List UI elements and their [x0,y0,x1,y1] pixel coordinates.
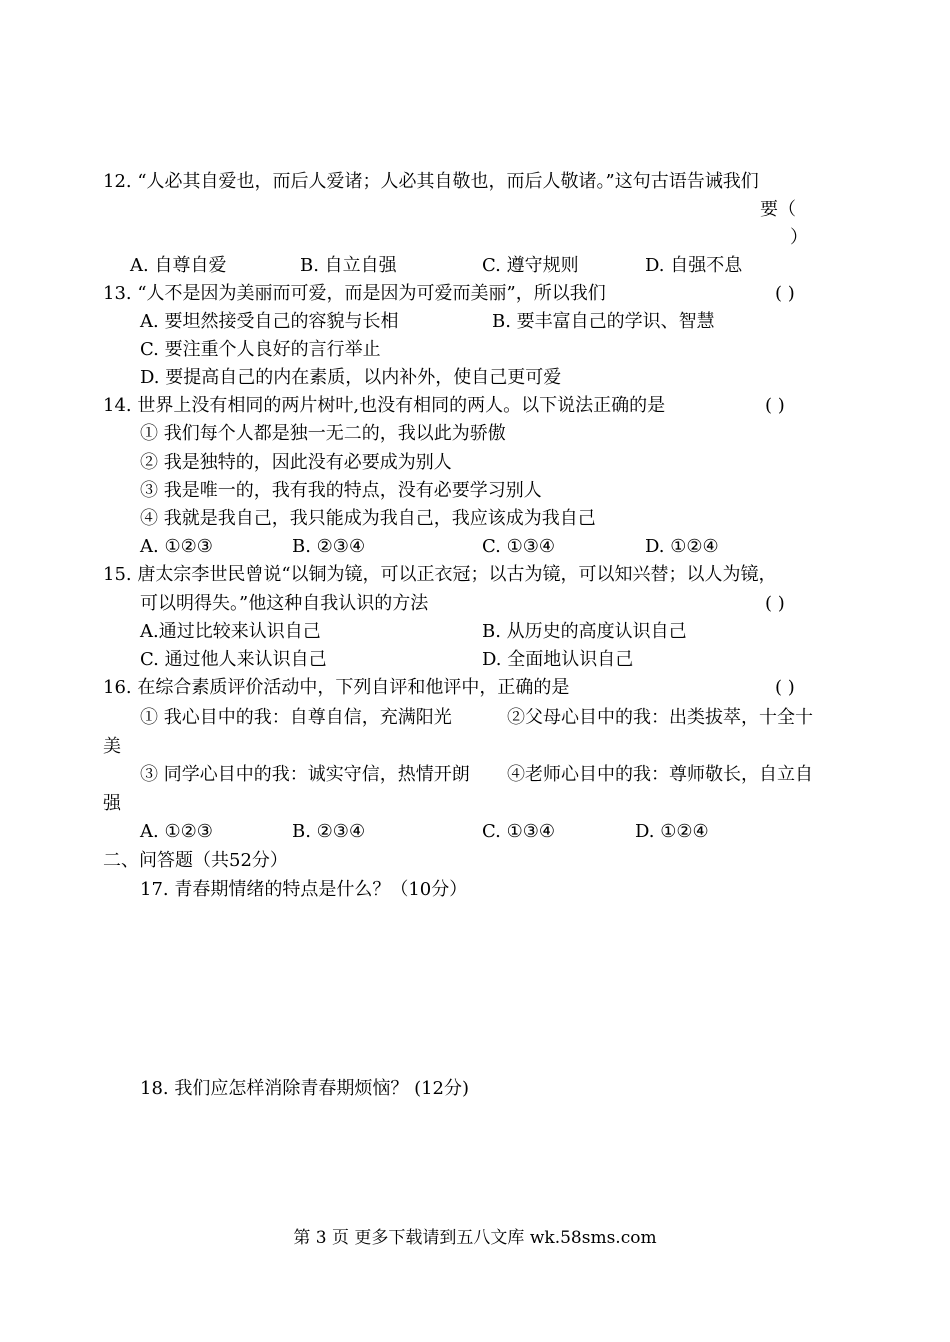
q15-option-a: A.通过比较来认识自己 [140,621,321,642]
section-2-heading: 二、问答题（共52分） [103,850,288,871]
q16-item-2: ②父母心目中的我：出类拔萃，十全十 [507,707,813,728]
q14-stem: 14. 世界上没有相同的两片树叶,也没有相同的两人。以下说法正确的是 [103,395,666,416]
q14-item-1: ① 我们每个人都是独一无二的，我以此为骄傲 [140,423,506,444]
q16-option-d: D. ①②④ [635,821,709,842]
q16-item-4: ④老师心目中的我：尊师敬长，自立自 [507,764,813,785]
q13-option-c: C. 要注重个人良好的言行举止 [140,339,381,360]
q15-answer-paren: ( ) [765,593,785,614]
q14-item-2: ② 我是独特的，因此没有必要成为别人 [140,452,452,473]
q16-option-c: C. ①③④ [482,821,555,842]
q12-option-c: C. 遵守规则 [482,255,579,276]
q16-option-b: B. ②③④ [292,821,366,842]
q17-question: 17. 青春期情绪的特点是什么？（10分） [140,879,468,900]
q13-answer-paren: ( ) [775,283,795,304]
q12-stem-cont: 要（ [760,199,796,220]
q14-option-c: C. ①③④ [482,536,555,557]
q16-answer-paren: ( ) [775,677,795,698]
page-footer: 第 3 页 更多下载请到五八文库 wk.58sms.com [293,1228,657,1248]
q12-paren-close: ） [790,227,808,248]
q18-question: 18. 我们应怎样消除青春期烦恼？ (12分) [140,1078,470,1099]
q13-option-a: A. 要坦然接受自己的容貌与长相 [140,311,399,332]
q12-option-b: B. 自立自强 [300,255,397,276]
q14-option-a: A. ①②③ [140,536,213,557]
q12-option-d: D. 自强不息 [645,255,743,276]
q16-item-3: ③ 同学心目中的我：诚实守信，热情开朗 [140,764,470,785]
q16-item-4-wrap: 强 [103,793,121,814]
q15-stem-cont: 可以明得失。”他这种自我认识的方法 [140,593,429,614]
q13-stem: 13. “人不是因为美丽而可爱，而是因为可爱而美丽”，所以我们 [103,283,606,304]
q15-stem: 15. 唐太宗李世民曾说“以铜为镜，可以正衣冠；以古为镜，可以知兴替；以人为镜， [103,564,777,585]
q16-item-1: ① 我心目中的我：自尊自信，充满阳光 [140,707,452,728]
q14-answer-paren: ( ) [765,395,785,416]
q12-stem: 12. “人必其自爱也，而后人爱诸；人必其自敬也，而后人敬诸。”这句古语告诫我们 [103,171,759,192]
q15-option-b: B. 从历史的高度认识自己 [482,621,687,642]
q15-option-d: D. 全面地认识自己 [482,649,634,670]
q16-item-2-wrap: 美 [103,736,121,757]
q14-option-d: D. ①②④ [645,536,719,557]
q13-option-d: D. 要提高自己的内在素质，以内补外，使自己更可爱 [140,367,562,388]
q16-stem: 16. 在综合素质评价活动中，下列自评和他评中，正确的是 [103,677,570,698]
q12-option-a: A. 自尊自爱 [130,255,227,276]
q14-item-4: ④ 我就是我自己，我只能成为我自己，我应该成为我自己 [140,508,596,529]
q14-option-b: B. ②③④ [292,536,366,557]
q13-option-b: B. 要丰富自己的学识、智慧 [492,311,715,332]
q16-option-a: A. ①②③ [140,821,213,842]
q15-option-c: C. 通过他人来认识自己 [140,649,327,670]
q14-item-3: ③ 我是唯一的，我有我的特点，没有必要学习别人 [140,480,542,501]
